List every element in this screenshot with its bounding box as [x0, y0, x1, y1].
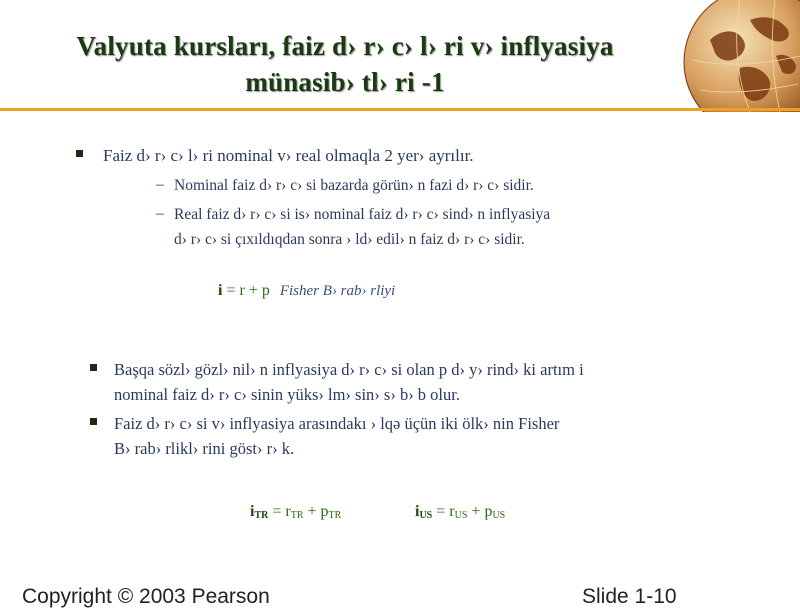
dash-icon: – — [156, 205, 164, 222]
tr-i-sub: TR — [254, 510, 269, 521]
us-p: p — [484, 503, 493, 520]
formula-rest: = r + p — [222, 282, 270, 299]
globe-icon — [680, 0, 800, 112]
formula-i: i — [218, 282, 223, 299]
dash-icon: – — [156, 176, 164, 193]
bullet-inflation-line1: Başqa sözl› gözl› nil› n inflyasiya d› r› c› si olan p d› y› rind› ki artım i — [114, 360, 584, 379]
bullet-fisher-countries — [114, 411, 724, 461]
slide-title — [0, 28, 690, 100]
fisher-label: Fisher B› rab› rliyi — [279, 283, 396, 299]
us-r-sub: US — [454, 510, 468, 521]
bullet-square-icon — [90, 418, 97, 425]
slide-title-line1: Valyuta kursları, faiz d› r› c› l› ri v› inflyasiya — [76, 31, 614, 61]
us-i: i — [415, 503, 420, 520]
us-r: r — [449, 503, 455, 520]
bullet-inflation-effect — [114, 357, 724, 407]
bullet-inflation-line2: nominal faiz d› r› c› sinin yüks› lm› sin› s› b› b olur. — [114, 385, 460, 404]
bullet-nominal-real: Faiz d› r› c› l› ri nominal v› real olmaqla 2 yer› ayrılır. — [103, 146, 474, 165]
tr-r: r — [285, 503, 291, 520]
tr-p: p — [320, 503, 329, 520]
slide-title-line2: münasib› tl› ri -1 — [245, 67, 445, 97]
us-p-sub: US — [492, 510, 506, 521]
tr-p-sub: TR — [328, 510, 342, 521]
sub-bullet-nominal: Nominal faiz d› r› c› si bazarda görün› n fazi d› r› c› sidir. — [174, 177, 534, 194]
footer-copyright: Copyright © 2003 Pearson — [22, 585, 270, 608]
fisher-equation — [218, 282, 395, 300]
title-divider — [0, 108, 800, 111]
bullet-square-icon — [76, 150, 83, 157]
bullet-fisher-line2: B› rab› rlikl› rini göst› r› k. — [114, 439, 295, 458]
tr-r-sub: TR — [290, 510, 304, 521]
bullet-fisher-line1: Faiz d› r› c› si v› inflyasiya arasındakı › lqə üçün iki ölk› nin Fisher — [114, 414, 560, 433]
tr-i: i — [250, 503, 255, 520]
sub-bullet-real-line1: Real faiz d› r› c› si is› nominal faiz d› r› c› sind› n inflyasiya — [174, 206, 551, 223]
sub-bullet-real-line2: d› r› c› si çıxıldıqdan sonra › ld› edil› n faiz d› r› c› sidir. — [174, 231, 525, 248]
footer-slide-number: Slide 1-10 — [582, 585, 677, 608]
fisher-equation-us: $i_{US} = r_{US} + p_{US}$ — [415, 503, 506, 521]
us-i-sub: US — [419, 510, 433, 521]
bullet-square-icon — [90, 364, 97, 371]
fisher-equation-tr: $i_{TR} = r_{TR} + p_{TR}$ — [250, 503, 342, 521]
